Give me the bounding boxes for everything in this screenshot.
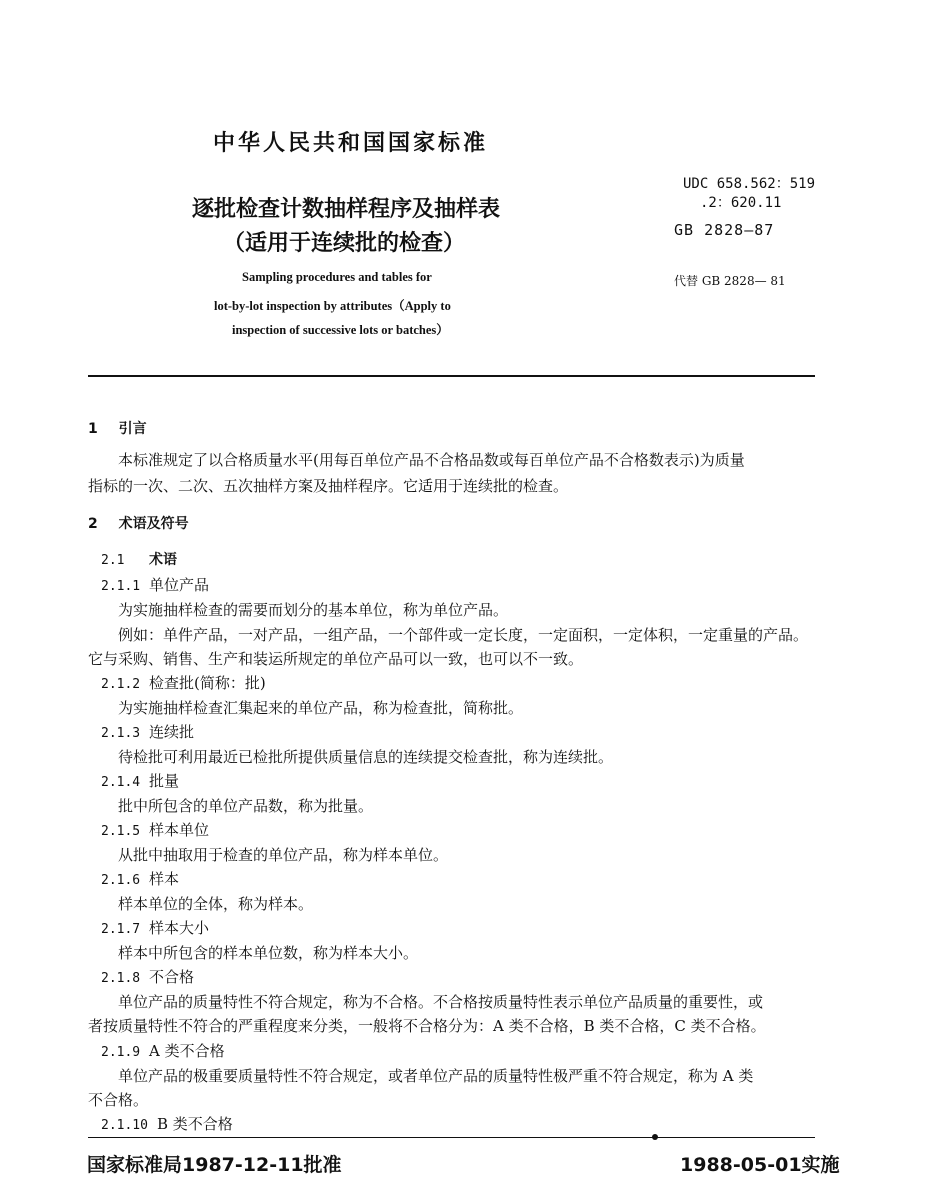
title-cn-line-2: （适用于连续批的检查） xyxy=(223,231,466,256)
udc-line-2: .2：620.11 xyxy=(700,195,782,211)
term-2-1-1 xyxy=(101,574,209,595)
effective-date: 1988-05-01实施 xyxy=(680,1154,840,1176)
term-2-1-10 xyxy=(101,1113,233,1134)
section-title: 引言 xyxy=(118,421,147,437)
paragraph: 待检批可利用最近已检批所提供质量信息的连续提交检查批，称为连续批。 xyxy=(118,748,614,766)
term-2-1-8 xyxy=(101,966,194,987)
paragraph: 本标准规定了以合格质量水平(用每百单位产品不合格品数或每百单位产品不合格数表示)为质量 xyxy=(118,451,745,469)
term-number: 2.1.2 xyxy=(101,677,141,692)
paragraph: 样本单位的全体，称为样本。 xyxy=(118,895,314,913)
section-1-heading xyxy=(88,418,147,438)
header-divider xyxy=(88,375,815,377)
term-2-1-5 xyxy=(101,819,209,840)
term-2-1-9 xyxy=(101,1040,225,1061)
term-number: 2.1.9 xyxy=(101,1045,141,1060)
term-number: 2.1.7 xyxy=(101,922,141,937)
term-2-1-7 xyxy=(101,917,209,938)
paragraph: 单位产品的极重要质量特性不符合规定，或者单位产品的质量特性极严重不符合规定，称为 A 类 xyxy=(118,1067,754,1085)
paragraph: 不合格。 xyxy=(88,1091,149,1109)
paragraph: 例如：单件产品，一对产品，一组产品，一个部件或一定长度，一定面积，一定体积，一定重量的产品。 xyxy=(118,626,809,644)
term-title: 样本 xyxy=(149,870,180,888)
term-title: A 类不合格 xyxy=(149,1042,225,1060)
section-number: 1 xyxy=(88,421,98,437)
title-en-line-3: inspection of successive lots or batches） xyxy=(232,323,449,337)
term-2-1-2 xyxy=(101,672,266,693)
title-en-line-2: lot-by-lot inspection by attributes（Apply to xyxy=(214,299,451,313)
footer-divider-dot xyxy=(652,1134,658,1140)
term-number: 2.1.4 xyxy=(101,775,141,790)
footer-divider xyxy=(88,1137,815,1138)
term-title: 检查批(简称：批) xyxy=(149,674,266,692)
paragraph: 者按质量特性不符合的严重程度来分类，一般将不合格分为：A 类不合格，B 类不合格，C 类不合格。 xyxy=(88,1017,766,1035)
paragraph: 单位产品的质量特性不符合规定，称为不合格。不合格按质量特性表示单位产品质量的重要性，或 xyxy=(118,993,764,1011)
subsection-number: 2.1 xyxy=(101,553,125,568)
term-title: 样本单位 xyxy=(149,821,210,839)
term-title: 样本大小 xyxy=(149,919,210,937)
subsection-2-1 xyxy=(101,549,177,569)
title-cn-line-1: 逐批检查计数抽样程序及抽样表 xyxy=(192,197,501,222)
title-en-line-1: Sampling procedures and tables for xyxy=(242,270,432,284)
paragraph: 为实施抽样检查汇集起来的单位产品，称为检查批，简称批。 xyxy=(118,699,524,717)
issue-date: 国家标准局1987-12-11批准 xyxy=(87,1154,342,1176)
term-2-1-6 xyxy=(101,868,179,889)
term-title: 连续批 xyxy=(149,723,195,741)
term-title: 批量 xyxy=(149,772,180,790)
term-number: 2.1.5 xyxy=(101,824,141,839)
udc-line-1: UDC 658.562：519 xyxy=(683,176,816,192)
paragraph: 批中所包含的单位产品数，称为批量。 xyxy=(118,797,374,815)
term-2-1-3 xyxy=(101,721,194,742)
paragraph: 样本中所包含的样本单位数，称为样本大小。 xyxy=(118,944,419,962)
term-number: 2.1.1 xyxy=(101,579,141,594)
term-title: B 类不合格 xyxy=(157,1115,233,1133)
paragraph: 从批中抽取用于检查的单位产品，称为样本单位。 xyxy=(118,846,449,864)
term-number: 2.1.8 xyxy=(101,971,141,986)
standard-title: 中华人民共和国国家标准 xyxy=(213,131,489,156)
subsection-title: 术语 xyxy=(149,552,177,568)
gb-code: GB 2828—87 xyxy=(674,221,775,239)
paragraph: 为实施抽样检查的需要而划分的基本单位，称为单位产品。 xyxy=(118,601,509,619)
replaces-note: 代替 GB 2828— 81 xyxy=(674,274,786,288)
term-2-1-4 xyxy=(101,770,179,791)
paragraph: 指标的一次、二次、五次抽样方案及抽样程序。它适用于连续批的检查。 xyxy=(88,477,569,495)
term-title: 不合格 xyxy=(149,968,195,986)
paragraph: 它与采购、销售、生产和装运所规定的单位产品可以一致，也可以不一致。 xyxy=(88,650,584,668)
term-number: 2.1.10 xyxy=(101,1118,148,1133)
section-title: 术语及符号 xyxy=(118,516,189,532)
section-number: 2 xyxy=(88,516,98,532)
term-number: 2.1.3 xyxy=(101,726,141,741)
term-title: 单位产品 xyxy=(149,576,210,594)
term-number: 2.1.6 xyxy=(101,873,141,888)
section-2-heading xyxy=(88,513,189,533)
